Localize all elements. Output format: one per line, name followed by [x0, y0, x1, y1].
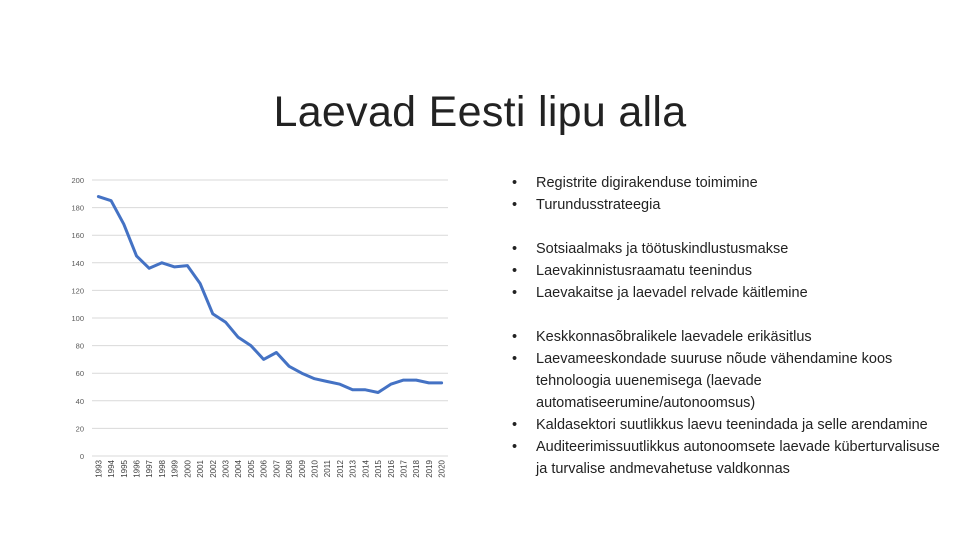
y-tick-label: 0 — [79, 452, 84, 461]
y-tick-label: 180 — [71, 203, 84, 213]
x-tick-label: 2013 — [348, 460, 358, 478]
bullet-text: Laevameeskondade suuruse nõude vähendamine koos tehnoloogia uuenemisega (laevade automatiseerumine/autonoomsus) — [536, 351, 893, 411]
bullet-group — [508, 172, 948, 216]
x-tick-label: 2008 — [285, 460, 295, 478]
bullet-dot: • — [512, 197, 518, 213]
x-tick-label: 2001 — [196, 460, 206, 478]
x-tick-label: 1996 — [132, 460, 142, 478]
bullet-item — [508, 414, 948, 436]
bullet-text: Keskkonnasõbralikele laevadele erikäsitlus — [536, 329, 812, 345]
x-tick-label: 2009 — [297, 460, 307, 478]
x-tick-label: 2012 — [335, 460, 345, 478]
bullet-text: Laevakaitse ja laevadel relvade käitlemine — [536, 285, 808, 301]
x-tick-label: 2006 — [259, 460, 269, 478]
bullet-dot: • — [512, 417, 518, 433]
x-tick-label: 2003 — [221, 460, 231, 478]
bullet-item — [508, 238, 948, 260]
bullet-text: Auditeerimissuutlikkus autonoomsete laevade küberturvalisuse ja turvalise andmevahetuse valdkonnas — [536, 439, 940, 477]
series-line — [98, 197, 441, 393]
slide-title: Laevad Eesti lipu alla — [273, 88, 687, 136]
x-tick-label: 1993 — [94, 460, 104, 478]
y-tick-label: 160 — [71, 231, 84, 241]
y-tick-label: 120 — [71, 286, 84, 296]
y-axis-ticks — [71, 176, 84, 461]
bullet-group — [508, 326, 948, 480]
y-tick-label: 200 — [71, 176, 84, 185]
bullet-text: Turundusstrateegia — [536, 197, 661, 213]
x-tick-label: 2002 — [208, 460, 218, 478]
x-tick-label: 1998 — [157, 460, 167, 478]
bullet-item — [508, 260, 948, 282]
bullet-item — [508, 326, 948, 348]
bullet-item — [508, 194, 948, 216]
y-tick-label: 100 — [71, 314, 84, 323]
y-tick-label: 140 — [71, 258, 84, 268]
y-tick-label: 60 — [75, 369, 84, 379]
bullet-text: Registrite digirakenduse toimimine — [536, 175, 758, 191]
x-tick-label: 2004 — [234, 460, 244, 478]
x-axis-ticks — [94, 459, 446, 477]
x-tick-label: 1994 — [107, 460, 117, 478]
x-tick-label: 2014 — [361, 460, 371, 478]
x-tick-label: 2016 — [386, 460, 396, 478]
bullet-group — [508, 238, 948, 304]
bullet-item — [508, 348, 948, 414]
bullet-dot: • — [512, 285, 518, 301]
bullet-dot: • — [512, 263, 518, 279]
bullet-dot: • — [512, 439, 518, 455]
y-tick-label: 40 — [75, 396, 84, 406]
bullet-dot: • — [512, 241, 518, 257]
x-tick-label: 2010 — [310, 460, 320, 478]
y-tick-label: 20 — [75, 424, 84, 434]
x-tick-label: 2011 — [323, 460, 333, 478]
bullet-dot: • — [512, 175, 518, 191]
x-tick-label: 2020 — [437, 460, 447, 478]
x-tick-label: 1997 — [145, 460, 155, 478]
x-tick-label: 2005 — [246, 460, 256, 478]
x-tick-label: 2007 — [272, 460, 282, 478]
y-tick-label: 80 — [75, 341, 84, 351]
bullet-text: Sotsiaalmaks ja töötuskindlustusmakse — [536, 241, 789, 257]
bullet-item — [508, 436, 948, 480]
x-tick-label: 1999 — [170, 460, 180, 478]
bullet-item — [508, 172, 948, 194]
bullet-text: Kaldasektori suutlikkus laevu teenindada ja selle arendamine — [536, 417, 928, 433]
x-tick-label: 2015 — [374, 460, 384, 478]
x-tick-label: 2018 — [412, 460, 422, 478]
bullet-item — [508, 282, 948, 304]
x-tick-label: 2000 — [183, 460, 193, 478]
x-tick-label: 1995 — [119, 460, 129, 478]
x-tick-label: 2017 — [399, 460, 409, 478]
bullet-dot: • — [512, 329, 518, 345]
bullet-text: Laevakinnistusraamatu teenindus — [536, 263, 753, 279]
bullet-dot: • — [512, 351, 518, 367]
bullet-list — [508, 172, 948, 480]
grid-lines — [92, 180, 448, 456]
x-tick-label: 2019 — [424, 460, 434, 478]
